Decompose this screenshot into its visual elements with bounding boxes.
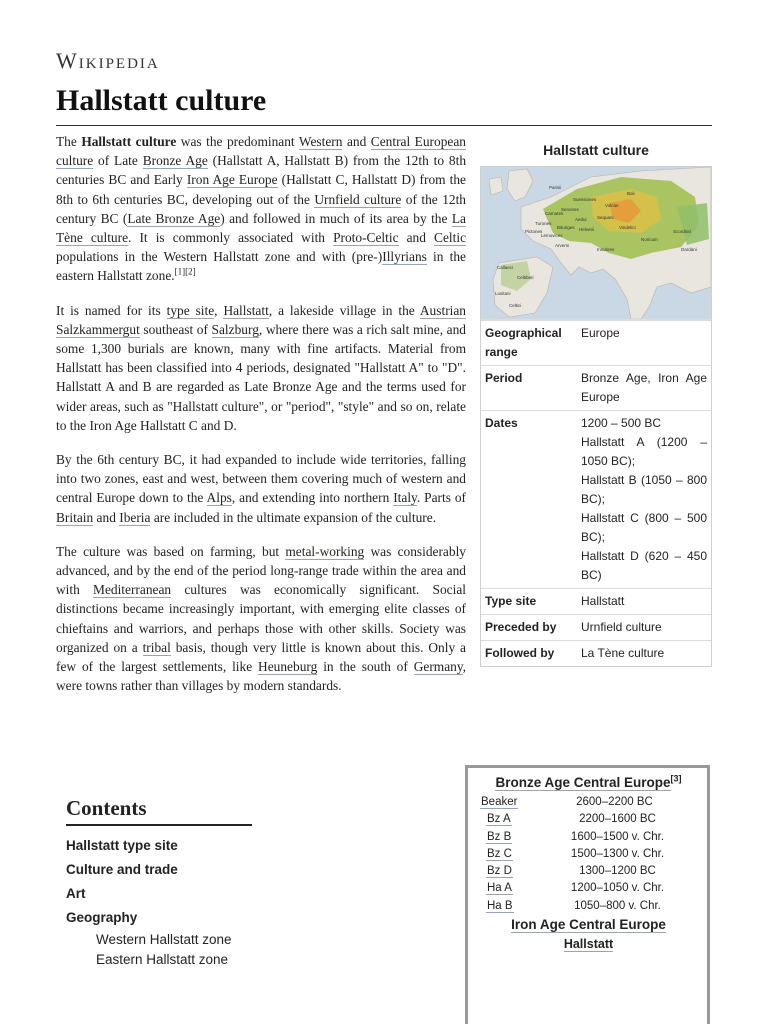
period-link[interactable]: Bz C [487, 847, 512, 860]
link-urnfield-culture[interactable]: Urnfield culture [314, 191, 402, 207]
article-body [56, 132, 712, 710]
link-heuneburg[interactable]: Heuneburg [258, 659, 318, 675]
type-site-paragraph: It is named for its type site, Hallstatt, a lakeside village in the Austrian Salzkammergut southeast of Salzburg, where there was a rich salt mine, and some 1,300 burials are known, many with fine artifacts. Material from Hallstatt has been classified into 4 periods, designated "Hallstatt A" to "D". Hallstatt A and B are regarded as Late Bronze Age and the terms used for wider areas, such as "Hallstatt culture", or "period", "style" and so on, relate to the Iron Age Hallstatt C and D. [56, 302, 467, 433]
period-link[interactable]: Ha B [487, 899, 513, 912]
toc-title: Contents [66, 796, 252, 826]
infobox [480, 132, 712, 667]
map-label: Dardani [681, 247, 697, 253]
toc-subitem-eastern-zone[interactable]: Eastern Hallstatt zone [96, 952, 229, 967]
toc-item-hallstatt-type-site[interactable]: Hallstatt type site [66, 838, 178, 853]
infobox-row-dates [481, 410, 711, 588]
infobox-row-preceded-by [481, 614, 711, 640]
link-tribal[interactable]: tribal [142, 639, 171, 655]
infobox-row-followed-by [481, 640, 711, 666]
map-label: Arverni [555, 243, 570, 249]
infobox-value: La Tène culture [581, 646, 665, 661]
link-culture[interactable]: culture [56, 153, 94, 169]
citation-ref[interactable]: [3] [670, 773, 682, 784]
chronology-subtitle-2 [480, 934, 697, 954]
period-range: 1200–1050 v. Chr. [570, 882, 665, 895]
link-iron-age-europe[interactable]: Iron Age Europe [186, 172, 278, 188]
link-celtic[interactable]: Celtic [434, 230, 467, 246]
map-label: Lusitani [495, 291, 511, 297]
period-range: 1500–1300 v. Chr. [570, 847, 665, 860]
infobox-key: Dates [485, 416, 518, 431]
chronology-row [480, 829, 697, 846]
hallstatt-map-image [481, 167, 711, 319]
infobox-key: Followed by [485, 646, 555, 661]
map-label: Sequani [597, 215, 614, 221]
chronology-title [480, 772, 697, 794]
map-label: Boii [627, 191, 635, 197]
period-range: 2600–2200 BC [576, 796, 653, 808]
infobox-row-type-site [481, 588, 711, 614]
link-central-european[interactable]: Central European [370, 134, 466, 149]
infobox-key: Preceded by [485, 620, 557, 635]
infobox-key: Geographical range [485, 326, 562, 360]
map-label: Senones [561, 207, 579, 213]
chronology-row [480, 794, 697, 811]
link-type-site[interactable]: type site [166, 302, 215, 318]
map-label: Insubres [597, 247, 615, 253]
infobox-value: Urnfield culture [581, 620, 662, 635]
chronology-hallstatt-link[interactable]: Hallstatt [563, 937, 614, 952]
period-range: 1050–800 v. Chr. [574, 899, 661, 912]
infobox-value: Bronze Age, Iron Age Europe [581, 371, 707, 405]
infobox-caption: Hallstatt culture [543, 142, 649, 158]
link-illyrians[interactable]: Illyrians [382, 249, 427, 265]
period-link[interactable]: Bz B [487, 830, 512, 843]
link-hallstatt[interactable]: Hallstatt [223, 302, 269, 318]
page-title: Hallstatt culture [56, 84, 267, 117]
article-subject: Hallstatt culture [81, 134, 177, 149]
map-label: Noricum [641, 237, 658, 243]
map-label: Celtici [509, 303, 522, 309]
map-label: Callaeci [497, 265, 514, 271]
chronology-box [465, 765, 710, 1024]
period-link[interactable]: Beaker [481, 796, 518, 808]
map-label: Carnutes [545, 211, 564, 217]
chronology-row [480, 863, 697, 880]
toc-item-geography[interactable]: Geography [66, 910, 138, 925]
link-italy[interactable]: Italy [393, 490, 417, 506]
link-salzkammergut[interactable]: Salzkammergut [56, 321, 140, 337]
expansion-paragraph: By the 6th century BC, it had expanded to include wide territories, falling into two zones, east and west, between them covering much of western and central Europe down to the Alps, and extending into northern Italy. Parts of Britain and Iberia are included in the ultimate expansion of the culture. [56, 452, 467, 525]
chronology-row [480, 880, 697, 897]
chronology-row [480, 898, 697, 915]
link-late-bronze-age[interactable]: Late Bronze Age [127, 210, 221, 226]
infobox-value: Hallstatt [581, 594, 625, 609]
infobox-table [480, 166, 712, 667]
period-range: 1300–1200 BC [579, 865, 656, 878]
map-label: Scordisci [673, 229, 692, 235]
link-iberia[interactable]: Iberia [119, 509, 151, 525]
link-western[interactable]: Western [298, 134, 343, 149]
infobox-value: Europe [581, 326, 620, 341]
period-link[interactable]: Bz D [487, 865, 512, 878]
chronology-row [480, 811, 697, 828]
toc-item-art[interactable]: Art [66, 886, 86, 901]
map-label: Parisii [549, 185, 562, 191]
link-la-tene-culture[interactable]: La Tène culture [56, 210, 466, 246]
toc-item-culture-and-trade[interactable]: Culture and trade [66, 862, 178, 877]
title-divider [56, 125, 712, 126]
link-salzburg[interactable]: Salzburg [211, 321, 259, 337]
infobox-row-period [481, 365, 711, 410]
chronology-subtitle-link[interactable]: Iron Age Central Europe [511, 917, 666, 933]
map-label: Celtiberi [517, 275, 534, 281]
link-bronze-age[interactable]: Bronze Age [142, 153, 208, 169]
map-label: Bituriges [557, 225, 575, 231]
map-label: Helvetii [579, 227, 594, 233]
infobox-key: Period [485, 371, 523, 386]
chronology-row [480, 846, 697, 863]
table-of-contents [66, 796, 252, 970]
period-range: 2200–1600 BC [579, 813, 656, 826]
toc-subitem-western-zone[interactable]: Western Hallstatt zone [96, 932, 232, 947]
map-label: Vindelici [619, 225, 636, 231]
infobox-map[interactable] [481, 167, 711, 320]
map-label: Aedui [575, 217, 587, 223]
link-germany[interactable]: Germany [413, 659, 463, 675]
link-austrian[interactable]: Austrian [419, 302, 467, 318]
intro-paragraph: The Hallstatt culture was the predominant Western and Central European culture of Late Bronze Age (Hallstatt A, Hallstatt B) from the 12th to 8th centuries BC and Early Iron Age Europe (Hallstatt C, Hallstatt D) from the 8th to 6th centuries BC, developing out of the Urnfield culture of the 12th century BC (Late Bronze Age) and followed in much of its area by the La Tène culture. It is commonly associated with Proto-Celtic and Celtic populations in the Western Hallstatt zone and with (pre-)Illyrians in the eastern Hallstatt zone.[1][2] [56, 134, 467, 284]
infobox-key: Type site [485, 594, 537, 609]
map-label: Pictones [525, 229, 543, 235]
wikipedia-logo[interactable]: Wikipedia [56, 48, 160, 73]
infobox-row-geographical-range [481, 320, 711, 365]
link-metal-working[interactable]: metal-working [285, 543, 365, 559]
period-link[interactable]: Ha A [487, 882, 512, 895]
period-link[interactable]: Bz A [487, 813, 511, 826]
citation-ref[interactable]: [1][2] [174, 266, 196, 277]
link-alps[interactable]: Alps [206, 490, 232, 506]
link-mediterranean[interactable]: Mediterranean [93, 582, 172, 598]
link-proto-celtic[interactable]: Proto-Celtic [333, 230, 399, 246]
map-label: Volcae [605, 203, 619, 209]
infobox-value: 1200 – 500 BC Hallstatt A (1200 – 1050 BC); Hallstatt B (1050 – 800 BC); Hallstatt C (800 – 500 BC); Hallstatt D (620 – 450 BC) [581, 416, 707, 583]
chronology-subtitle [480, 915, 697, 934]
map-label: Turones [535, 221, 552, 227]
link-britain[interactable]: Britain [56, 509, 94, 525]
chronology-title-link[interactable]: Bronze Age Central Europe [495, 775, 671, 790]
map-label: Lemovices [541, 233, 563, 239]
map-label: Suessiones [573, 197, 597, 203]
economy-paragraph: The culture was based on farming, but metal-working was considerably advanced, and by the end of the period long-range trade within the area and with Mediterranean cultures was economically significant. Social distinctions became increasingly important, with emerging elite classes of chieftains and warriors, and perhaps those with other skills. Society was organized on a tribal basis, though very little is known about this. Only a few of the largest settlements, like Heuneburg in the south of Germany, were towns rather than villages by modern standards. [56, 543, 467, 694]
period-range: 1600–1500 v. Chr. [570, 830, 665, 843]
